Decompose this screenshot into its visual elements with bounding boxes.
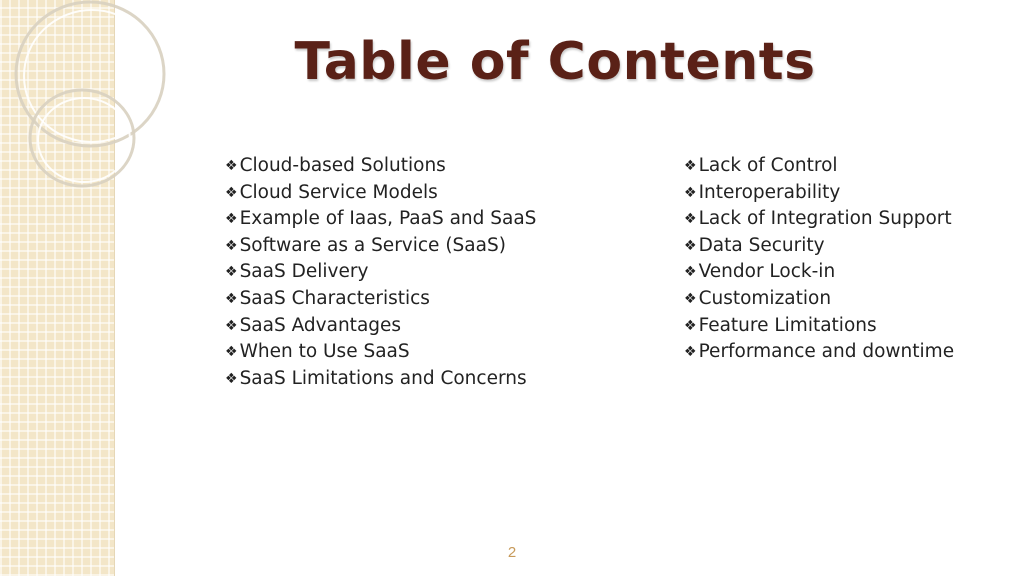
diamond-bullet-icon: ❖ xyxy=(225,317,238,334)
toc-item xyxy=(225,286,665,313)
decorative-sidebar xyxy=(0,0,115,576)
toc-item xyxy=(684,259,1014,286)
toc-item-label: Feature Limitations xyxy=(698,314,877,336)
toc-item-label: Software as a Service (SaaS) xyxy=(239,234,506,256)
toc-item-label: Customization xyxy=(698,287,832,309)
diamond-bullet-icon: ❖ xyxy=(684,211,697,228)
toc-item-label: Cloud-based Solutions xyxy=(239,155,446,176)
toc-item xyxy=(684,313,1014,340)
toc-item-label: SaaS Delivery xyxy=(239,261,369,283)
toc-item xyxy=(684,206,1014,233)
toc-item-label: Data Security xyxy=(698,234,825,256)
toc-left-column xyxy=(225,153,665,392)
toc-item-label: Vendor Lock-in xyxy=(698,261,836,283)
slide-title: Table of Contents xyxy=(294,32,816,92)
toc-right-column xyxy=(684,153,1014,366)
diamond-bullet-icon: ❖ xyxy=(684,158,697,174)
toc-item xyxy=(225,366,665,393)
diamond-bullet-icon: ❖ xyxy=(225,370,238,387)
toc-item-label: When to Use SaaS xyxy=(239,341,410,363)
toc-item xyxy=(684,286,1014,313)
toc-item-label: Lack of Integration Support xyxy=(698,208,952,230)
toc-item-label: Cloud Service Models xyxy=(239,181,438,203)
toc-item xyxy=(225,259,665,286)
diamond-bullet-icon: ❖ xyxy=(225,211,238,228)
diamond-bullet-icon: ❖ xyxy=(684,290,697,307)
toc-item-label: Interoperability xyxy=(698,181,841,203)
diamond-bullet-icon: ❖ xyxy=(684,264,697,281)
toc-item-label: SaaS Advantages xyxy=(239,314,402,336)
toc-item xyxy=(225,339,665,366)
diamond-bullet-icon: ❖ xyxy=(684,344,697,361)
toc-item xyxy=(684,339,1014,366)
toc-item xyxy=(684,153,1014,180)
diamond-bullet-icon: ❖ xyxy=(684,184,697,201)
toc-item xyxy=(684,233,1014,260)
toc-item xyxy=(684,180,1014,207)
diamond-bullet-icon: ❖ xyxy=(225,237,238,254)
toc-item-label: SaaS Characteristics xyxy=(239,287,430,309)
toc-item-label: Lack of Control xyxy=(698,155,838,176)
toc-item xyxy=(225,233,665,260)
diamond-bullet-icon: ❖ xyxy=(225,158,238,174)
diamond-bullet-icon: ❖ xyxy=(225,290,238,307)
toc-item xyxy=(225,153,665,180)
toc-item xyxy=(225,180,665,207)
diamond-bullet-icon: ❖ xyxy=(225,184,238,201)
diamond-bullet-icon: ❖ xyxy=(684,237,697,254)
diamond-bullet-icon: ❖ xyxy=(225,344,238,361)
toc-item xyxy=(225,313,665,340)
toc-item-label: Performance and downtime xyxy=(698,341,955,363)
diamond-bullet-icon: ❖ xyxy=(225,264,238,281)
diamond-bullet-icon: ❖ xyxy=(684,317,697,334)
toc-item xyxy=(225,206,665,233)
page-number: 2 xyxy=(507,544,517,561)
toc-item-label: SaaS Limitations and Concerns xyxy=(239,367,527,389)
toc-item-label: Example of Iaas, PaaS and SaaS xyxy=(239,208,537,230)
